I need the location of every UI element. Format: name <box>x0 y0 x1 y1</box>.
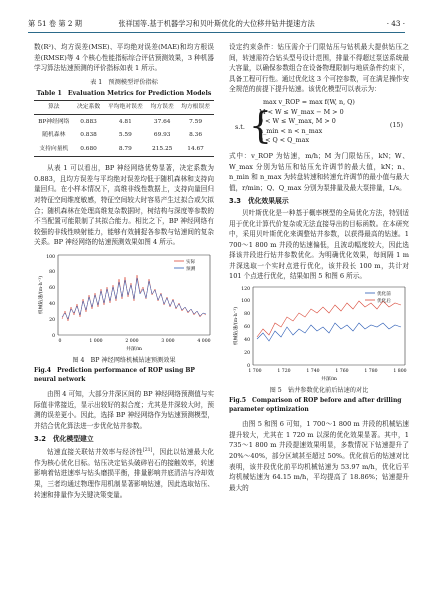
x-tick-label: 2 000 <box>125 338 139 344</box>
figure-5-caption-cn: 图 5 钻井参数优化前后钻速的对比 <box>269 387 369 395</box>
x-tick-label: 0 <box>58 338 62 344</box>
figure-4-chart <box>34 249 214 353</box>
x-axis-label: 井深/m <box>321 377 337 383</box>
formula-brace: { <box>249 105 272 147</box>
paragraph: 从表 1 可以看出，BP 神经网络优势显著，决定系数为 0.883，且均方误差与平均绝对误差均低于随机森林和支持向量回归。在小样本情况下，高维非线性数据上，支持向量回归对特征空间维度敏感，特征空间较大时容易产生过拟合或欠拟合；随机森林在处理高维复杂数据时，树结构与深度等参数的不当配置可能限制了其拟合能力。相比之下，BP 神经网络有较强的非线性映射能力，能够有效捕捉各参数与钻速间的复杂关系。BP 神经网络的钻速预测效果如图 4 所示。 <box>34 164 214 247</box>
table-cell: 7.59 <box>189 118 203 125</box>
table-cell: 69.93 <box>153 132 171 139</box>
table-header-cell: 均方误差 <box>150 104 174 111</box>
y-tick-label: 0 <box>52 333 55 339</box>
running-title: 张祥国等.基于机器学习和贝叶斯优化的大位移井钻井提速方法 <box>118 19 315 28</box>
x-tick-label: 3 000 <box>161 338 175 344</box>
table-row <box>34 115 214 129</box>
paragraph: 数(R²)、均方误差(MSE)、平均绝对误差(MAE)和均方根误差(RMSE)等 4 个核心性能指标综合评估预测效果，3 种机器学习算法钻速预测的评价指标如表 1 所示。 <box>34 43 214 73</box>
legend-before: 优化前 <box>377 292 391 298</box>
paragraph: 由图 5 和图 6 可知，1 700～1 800 m 井段的机械钻速提升较大，尤其在 1 720 m 以深的优化效果显著。其中，1 735～1 800 m 井段提速效果明显，多数情况下钻速提升了 20%～40%，部分区域甚至超过 50%。优化前后的钻速对比表明，该井段优化前平均机械钻速为 53.97 m/h，优化后平均机械钻速为 64.15 m/h，平均提高了 18.86%；钻速提升最大的 <box>229 420 409 492</box>
table-cell: 215.25 <box>152 146 173 153</box>
y-tick-label: 100 <box>241 299 250 305</box>
table-header-cell: 均方根误差 <box>181 104 211 111</box>
figure-4-caption-cn: 图 4 BP 神经网络机械钻速预测效果 <box>72 356 176 364</box>
paragraph-text: 钻速直接关联钻井效率与经济性 <box>47 448 143 457</box>
x-tick-label: 1 800 <box>393 369 407 375</box>
table-cell: 支持向量机 <box>39 146 69 153</box>
figure-5-caption-en: Fig.5 Comparison of ROP before and after drilling parameter optimization <box>229 397 402 413</box>
y-tick-label: 60 <box>244 325 250 331</box>
table-caption-en: Table 1 Evaluation Metrics for Prediction Models <box>36 89 212 97</box>
paragraph-text: ，因此以钻速最大化作为核心优化目标。钻压决定钻头破碎岩石的接触效率，转速影响着钻进速率与钻头磨损平衡，排量影响井底清洁与冷却效果，三者均通过物理作用机制显著影响钻速，因此选取钻压、转速和排量作为关键决策变量。 <box>34 448 215 499</box>
x-tick-label: 1 000 <box>89 338 103 344</box>
metrics-table <box>34 100 214 157</box>
x-tick-label: 1 720 <box>277 369 291 375</box>
table-cell: 8.36 <box>189 132 203 139</box>
table-cell: 0.883 <box>80 118 97 125</box>
y-axis-label: 机械钻速/(m·h⁻¹) <box>39 275 44 314</box>
y-tick-label: 60 <box>49 285 55 291</box>
table-cell: 随机森林 <box>42 132 66 139</box>
legend-predicted: 预测 <box>186 266 196 272</box>
page-number: · 43 · <box>386 19 405 28</box>
table-header-cell: 算法 <box>48 104 60 111</box>
formula-constraint: 0 < Q < Q_max <box>259 136 310 145</box>
y-tick-label: 0 <box>247 364 250 370</box>
formula-constraint: n_min < n < n_max <box>259 126 323 135</box>
table-caption-cn: 表 1 预测模型评价指标 <box>90 78 158 86</box>
paragraph <box>34 446 214 500</box>
y-tick-label: 80 <box>49 269 55 275</box>
table-cell: 37.64 <box>153 118 171 125</box>
table-cell: BP神经网络 <box>38 118 70 125</box>
citation: [21] <box>142 448 153 454</box>
formula-objective: max v_ROP = max f(W, n, Q) <box>263 97 355 106</box>
table-header-row <box>34 100 214 115</box>
table-cell: 8.79 <box>118 146 132 153</box>
running-header <box>28 18 405 33</box>
table-cell: 14.67 <box>187 146 204 153</box>
table-row <box>34 129 214 143</box>
y-tick-label: 120 <box>241 287 250 293</box>
section-heading: 3.2 优化模型建立 <box>34 435 94 444</box>
y-tick-label: 20 <box>244 351 250 357</box>
table-header-cell: 决定系数 <box>76 104 101 111</box>
y-tick-label: 40 <box>49 301 55 307</box>
x-tick-label: 1 780 <box>364 369 378 375</box>
y-tick-label: 20 <box>49 317 55 323</box>
paragraph: 贝叶斯优化是一种基于概率模型的全局优化方法，特别适用于优化计算代价复杂或无法直接导出的目标函数。在本研究中，采用贝叶斯优化来调整钻井参数，以获得最高的钻速。1 700～1 800 m 井段的钻速偏低，且波动幅度较大，因此选择该井段进行钻井参数优化。为明确优化效果，每间隔 1 m 井深选取一个实时点进行优化，该井段长 100 m，共计对 101 个点进行优化，结果如图 5 和图 6 所示。 <box>229 208 409 281</box>
x-tick-label: 4 000 <box>197 338 211 344</box>
formula-subject-to: s.t. <box>235 122 245 131</box>
table-cell: 0.838 <box>80 132 97 139</box>
y-tick-label: 100 <box>46 254 55 260</box>
figure-5-chart <box>229 283 409 383</box>
legend-actual: 实际 <box>186 259 196 265</box>
x-axis-label: 井深/m <box>126 346 142 352</box>
paragraph: 式中：v_ROP 为钻速，m/h；M 为门限钻压，kN；W、W_max 分别为钻压和钻压允许调节的最大值，kN；n、n_min 和 n_max 为转盘转速和转速允许调节的最小值与最大值，r/min；Q、Q_max 分别为泵排量及最大泵排量，L/s。 <box>229 151 409 192</box>
formula-constraint: 0 < W ≤ W_max, M > 0 <box>259 117 336 126</box>
y-axis-label: 机械钻速/(m·h⁻¹) <box>234 306 239 346</box>
table-cell: 0.680 <box>80 146 97 153</box>
legend-after: 优化后 <box>377 299 391 305</box>
paragraph: 由图 4 可知，大部分井深区间的 BP 神经网络预测值与实际值非常接近，显示出较好的拟合度；尤其是井深较大时，预测的误差更小。因此，选择 BP 神经网络作为钻速预测模型，并结合优化算法进一步优化钻井参数。 <box>34 390 214 430</box>
x-tick-label: 1 740 <box>306 369 320 375</box>
optimization-formula <box>229 98 409 146</box>
right-column <box>229 42 409 494</box>
x-tick-label: 1 760 <box>335 369 349 375</box>
journal-issue: 第 51 卷 第 2 期 <box>28 19 82 28</box>
y-tick-label: 40 <box>244 338 250 344</box>
left-column <box>34 42 214 501</box>
y-tick-label: 80 <box>244 312 250 318</box>
formula-constraint: M < W ≤ W_max − M > 0 <box>259 107 344 116</box>
table-header-cell: 平均绝对误差 <box>107 104 143 111</box>
table-row <box>34 143 214 157</box>
table-cell: 5.59 <box>118 132 132 139</box>
x-tick-label: 1 700 <box>248 369 262 375</box>
section-heading: 3.3 优化效果展示 <box>229 197 289 206</box>
equation-number: (15) <box>389 120 403 129</box>
table-cell: 4.81 <box>118 118 132 125</box>
paragraph: 设定约束条件：钻压需介于门限钻压与钻机最大提供钻压之间，转速需符合钻头型号设计范围，排量不得超过泵送系统最大容量，以确保参数组合在设备物理限制与地质条件约束下，具备工程可行性。通过优化这 3 个可控参数，可在满足操作安全规范的前提下提升钻速。该优化模型可以表示为： <box>229 43 409 94</box>
figure-4-caption-en: Fig.4 Prediction performance of ROP using BP neural network <box>34 366 195 383</box>
